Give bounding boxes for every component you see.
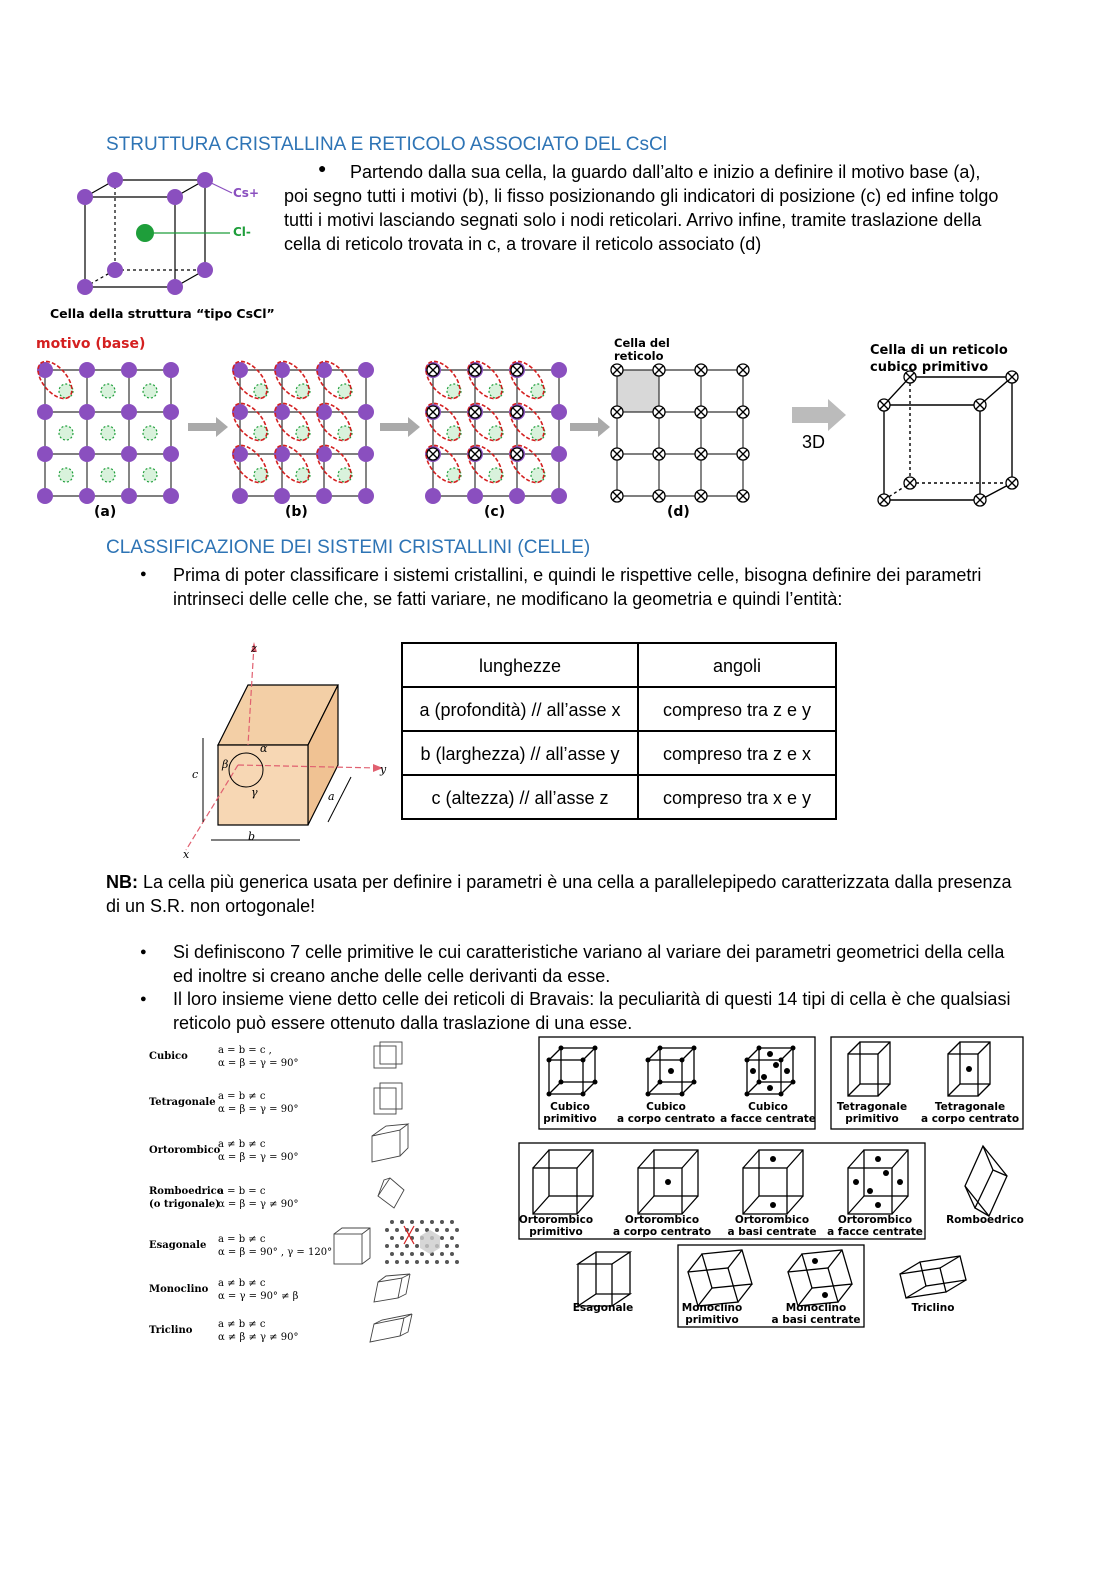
system-name-tetragonale: Tetragonale [149,1097,216,1108]
panel-label-a: (a) [94,504,117,520]
table-header-cell: angoli [638,643,836,687]
cubico-primitivo-label: Cella di un reticolo cubico primitivo [870,343,1008,375]
bravais-label-line: Tetragonale [836,1101,908,1113]
axis-z-label: z [251,642,257,655]
cella-reticolo-label: Cella del reticolo [614,336,670,363]
bravais-label-line: Tetragonale [934,1101,1006,1113]
system-params-l1: a = b ≠ c [218,1234,266,1245]
table-cell: b (larghezza) // all’asse y [402,731,638,775]
nb-label: NB: [106,872,138,892]
angle-alpha-label: α [260,742,268,755]
bullet-dot: ● [140,993,147,1005]
lattice-panels-figure [30,355,1040,525]
system-params-l2: α = β = γ = 90° [218,1058,299,1069]
axis-x-label: x [183,848,190,861]
bravais-label-line: a facce centrate [720,1113,816,1125]
table-header-cell: lunghezze [402,643,638,687]
bravais-lattices-figure [518,1036,1028,1332]
bravais-label-line: Romboedrico [946,1214,1024,1226]
bravais-label [940,1214,1030,1226]
bravais-label [616,1101,716,1125]
bravais-label [718,1101,818,1125]
angle-gamma-label: γ [251,786,258,799]
panel-label-d: (d) [667,504,690,520]
system-name-esagonale: Esagonale [149,1240,207,1251]
bullet-text-1: Prima di poter classificare i sistemi cristallini, e quindi le rispettive celle, bisogna definire dei parametri intrinseci delle celle che, se fatti variare, ne modificano la geometria e quindi l’entità: [173,565,982,609]
bravais-label-line: Ortorombico [734,1214,810,1226]
system-name-ortorombico: Ortorombico [149,1145,221,1156]
section1-paragraph: Partendo dalla sua cella, la guardo dall’alto e inizio a definire il motivo base (a), poi segno tutti i motivi (b), li fisso posizionando gli indicatori di posizione (c) ed infine tolgo tutti i motivi lasciando segnati solo i nodi reticolari. Arrivo infine, tramite traslazione della cella di reticolo trovata in c, a trovare il reticolo associato (d) [284,162,999,254]
bravais-label-line: Monoclino [785,1302,847,1314]
bravais-label [832,1101,912,1125]
bravais-label-line: Ortorombico [837,1214,913,1226]
panel-label-b: (b) [285,504,308,520]
table-cell: compreso tra x e y [638,775,836,819]
system-params-l1: a = b = c [218,1186,266,1197]
table-cell: c (altezza) // all’asse z [402,775,638,819]
system-name-triclino: Triclino [149,1325,193,1336]
bullet-dot: ● [140,568,147,580]
system-name-monoclino: Monoclino [149,1284,209,1295]
axis-y-label: y [380,763,387,776]
table-cell: compreso tra z e y [638,687,836,731]
bravais-label-line: primitivo [685,1314,739,1326]
cs-label: Cs+ [233,186,260,200]
bullet-text-3: Il loro insieme viene detto celle dei reticoli di Bravais: la peculiarità di questi 14 tipi di cella è che qualsiasi reticolo può essere ottenuto dalla traslazione di una esse. [173,989,1011,1033]
bravais-label-line: Ortorombico [518,1214,594,1226]
panel-label-c: (c) [484,504,506,520]
bullet-dot: ● [140,946,147,958]
cscl-caption: Cella della struttura “tipo CsCl” [50,306,275,321]
system-params-l2: α = γ = 90° ≠ β [218,1291,299,1302]
system-name-trigonale: (o trigonale) [149,1199,220,1210]
system-name-romboedrico: Romboedrico [149,1186,224,1197]
table-row [402,731,836,775]
system-params-l2: α = β = γ = 90° [218,1104,299,1115]
system-params-l1: a ≠ b ≠ c [218,1139,266,1150]
system-sketches-figure [330,1040,470,1345]
bravais-label-line: a facce centrate [827,1226,923,1238]
bravais-label-line: a corpo centrato [616,1113,716,1125]
bravais-label-line: primitivo [529,1226,583,1238]
motivo-label: motivo (base) [36,336,146,352]
system-params-l1: a = b ≠ c [218,1091,266,1102]
section-title-classificazione: CLASSIFICAZIONE DEI SISTEMI CRISTALLINI (CELLE) [106,537,591,558]
bravais-label-line: Ortorombico [624,1214,700,1226]
edge-b-label: b [248,830,256,843]
system-name-cubico: Cubico [149,1051,188,1062]
bravais-label-line: Triclino [911,1302,955,1314]
section-title-cscl: STRUTTURA CRISTALLINA E RETICOLO ASSOCIATO DEL CsCl [106,134,667,155]
bravais-label-line: primitivo [543,1113,597,1125]
bravais-label-line: Cubico [748,1101,788,1113]
bravais-label [920,1101,1020,1125]
edge-c-label: c [192,768,199,781]
table-cell: compreso tra z e x [638,731,836,775]
bravais-label-line: Monoclino [681,1302,743,1314]
bravais-label [518,1214,594,1238]
bravais-label [612,1214,712,1238]
bravais-label-line: a corpo centrato [920,1113,1020,1125]
table-cell: a (profondità) // all’asse x [402,687,638,731]
nb-text: La cella più generica usata per definire i parametri è una cella a parallelepipedo caratterizzata dalla presenza di un S.R. non ortogonale! [106,872,1012,916]
bravais-label-line: Esagonale [572,1302,634,1314]
bullet-text-2: Si definiscono 7 celle primitive le cui caratteristiche variano al variare dei parametri geometrici della cella ed inoltre si creano anche delle celle derivanti da esse. [173,942,1005,986]
bravais-label [898,1302,968,1314]
table-header-row [402,643,836,687]
table-row [402,687,836,731]
nb-paragraph [106,870,1016,918]
system-params-l2: α = β = γ = 90° [218,1152,299,1163]
system-params-l1: a ≠ b ≠ c [218,1319,266,1330]
bravais-label-line: a basi centrate [771,1314,861,1326]
table-row [402,775,836,819]
bravais-label [672,1302,752,1326]
system-params-l2: α = β = 90° , γ = 120° [218,1247,333,1258]
angle-beta-label: β [222,758,229,771]
edge-a-label: a [328,790,335,803]
three-d-label: 3D [802,432,826,452]
parameters-table [401,642,837,820]
bravais-label [722,1214,822,1238]
system-params-l2: α = β = γ ≠ 90° [218,1199,299,1210]
bravais-label [766,1302,866,1326]
bravais-label-line: primitivo [845,1113,899,1125]
system-params-l1: a ≠ b ≠ c [218,1278,266,1289]
bravais-label-line: Cubico [646,1101,686,1113]
bravais-label [530,1101,610,1125]
bravais-label-line: a basi centrate [727,1226,817,1238]
system-params-l2: α ≠ β ≠ γ ≠ 90° [218,1332,299,1343]
bravais-label [824,1214,926,1238]
bullet-dot: ● [318,160,327,176]
bravais-label [565,1302,641,1314]
bravais-label-line: Cubico [550,1101,590,1113]
parallelepiped-figure [178,640,393,865]
cl-label: Cl- [233,225,251,239]
bravais-label-line: a corpo centrato [612,1226,712,1238]
system-params-l1: a = b = c , [218,1045,272,1056]
